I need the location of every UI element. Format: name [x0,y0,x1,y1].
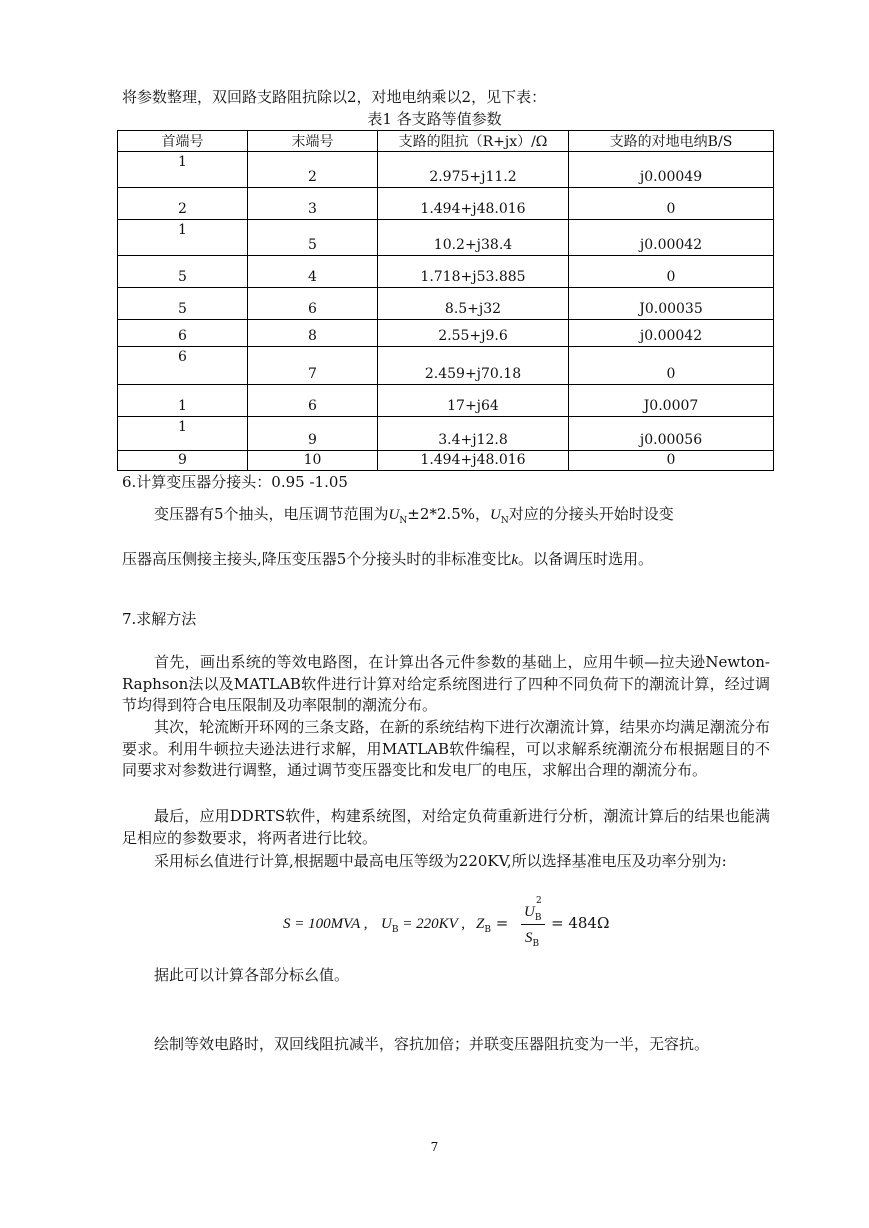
header-impedance: 支路的阻抗（R+jx）/Ω [378,131,569,152]
cell-to: 5 [248,220,378,256]
section7-para6: 绘制等效电路时，双回线阻抗减半，容抗加倍；并联变压器阻抗变为一半，无容抗。 [154,1035,710,1053]
cell-susceptance: j0.00049 [569,152,774,188]
fraction-bar [521,924,545,925]
cell-impedance: 8.5+j32 [378,288,569,320]
cell-from: 6 [118,347,248,385]
table-row [118,220,774,256]
branch-parameter-table [117,130,774,471]
cell-to: 10 [248,451,378,471]
cell-from: 2 [118,188,248,220]
cell-susceptance: 0 [569,188,774,220]
section6-para-line2: 压器高压侧接主接头,降压变压器5个分接头时的非标准变比k。以备调压时选用。 [122,550,654,568]
section6-para-line1: 变压器有5个抽头，电压调节范围为$U_N\pm 2*2.5\%$，$U_N$对应的分接头开始时设变 [154,505,674,526]
cell-impedance: 2.975+j11.2 [378,152,569,188]
cell-susceptance: J0.0007 [569,385,774,417]
section7-para5: 据此可以计算各部分标幺值。 [154,966,350,984]
intro-line: 将参数整理，双回路支路阻抗除以2，对地电纳乘以2，见下表： [122,88,547,106]
cell-from: 1 [118,417,248,451]
section7-para2: 其次，轮流断开环网的三条支路，在新的系统结构下进行次潮流计算，结果亦均满足潮流分布要求。利用牛顿拉夫逊法进行求解，用MATLAB软件编程，可以求解系统潮流分布根据题目的不同要求对参数进行调整，通过调节变压器变比和发电厂的电压，求解出合理的潮流分布。 [122,718,770,779]
header-susceptance: 支路的对地电纳B/S [569,131,774,152]
table-row [118,417,774,451]
cell-susceptance: 0 [569,256,774,288]
cell-to: 7 [248,347,378,385]
table-caption: 表1 各支路等值参数 [367,110,502,128]
cell-to: 8 [248,320,378,347]
cell-impedance: 1.494+j48.016 [378,188,569,220]
cell-impedance: 2.459+j70.18 [378,347,569,385]
cell-to: 3 [248,188,378,220]
table-row [118,385,774,417]
cell-impedance: 3.4+j12.8 [378,417,569,451]
section7-para3: 最后，应用DDRTS软件，构建系统图，对给定负荷重新进行分析，潮流计算后的结果也能满足相应的参数要求，将两者进行比较。 [122,807,770,847]
table-row [118,152,774,188]
header-to: 末端号 [248,131,378,152]
cell-impedance: 10.2+j38.4 [378,220,569,256]
cell-susceptance: 0 [569,347,774,385]
cell-impedance: 1.494+j48.016 [378,451,569,471]
cell-to: 6 [248,385,378,417]
section7-heading: 7.求解方法 [122,610,197,628]
cell-from: 6 [118,320,248,347]
table-row [118,256,774,288]
cell-susceptance: 0 [569,451,774,471]
section7-para1: 首先，画出系统的等效电路图，在计算出各元件参数的基础上，应用牛顿—拉夫逊Newton-Raphson法以及MATLAB软件进行计算对给定系统图进行了四种不同负荷下的潮流计算，经过调节均得到符合电压限制及功率限制的潮流分布。 [122,653,770,714]
cell-impedance: 1.718+j53.885 [378,256,569,288]
table-row [118,347,774,385]
cell-to: 2 [248,152,378,188]
cell-to: 4 [248,256,378,288]
cell-susceptance: j0.00056 [569,417,774,451]
cell-from: 1 [118,385,248,417]
cell-from: 5 [118,256,248,288]
section6-heading: 6.计算变压器分接头：0.95 -1.05 [122,473,348,491]
cell-to: 6 [248,288,378,320]
cell-impedance: 2.55+j9.6 [378,320,569,347]
section7-para4: 采用标幺值进行计算,根据题中最高电压等级为220KV,所以选择基准电压及功率分别为: [154,852,727,870]
cell-to: 9 [248,417,378,451]
cell-from: 1 [118,152,248,188]
header-from: 首端号 [118,131,248,152]
cell-susceptance: J0.00035 [569,288,774,320]
table-row [118,451,774,471]
table-row [118,320,774,347]
table-row [118,188,774,220]
cell-from: 5 [118,288,248,320]
cell-from: 1 [118,220,248,256]
cell-from: 9 [118,451,248,471]
table-row [118,288,774,320]
table-header-row [118,131,774,152]
page-number: 7 [430,1140,439,1154]
cell-impedance: 17+j64 [378,385,569,417]
cell-susceptance: j0.00042 [569,320,774,347]
cell-susceptance: j0.00042 [569,220,774,256]
